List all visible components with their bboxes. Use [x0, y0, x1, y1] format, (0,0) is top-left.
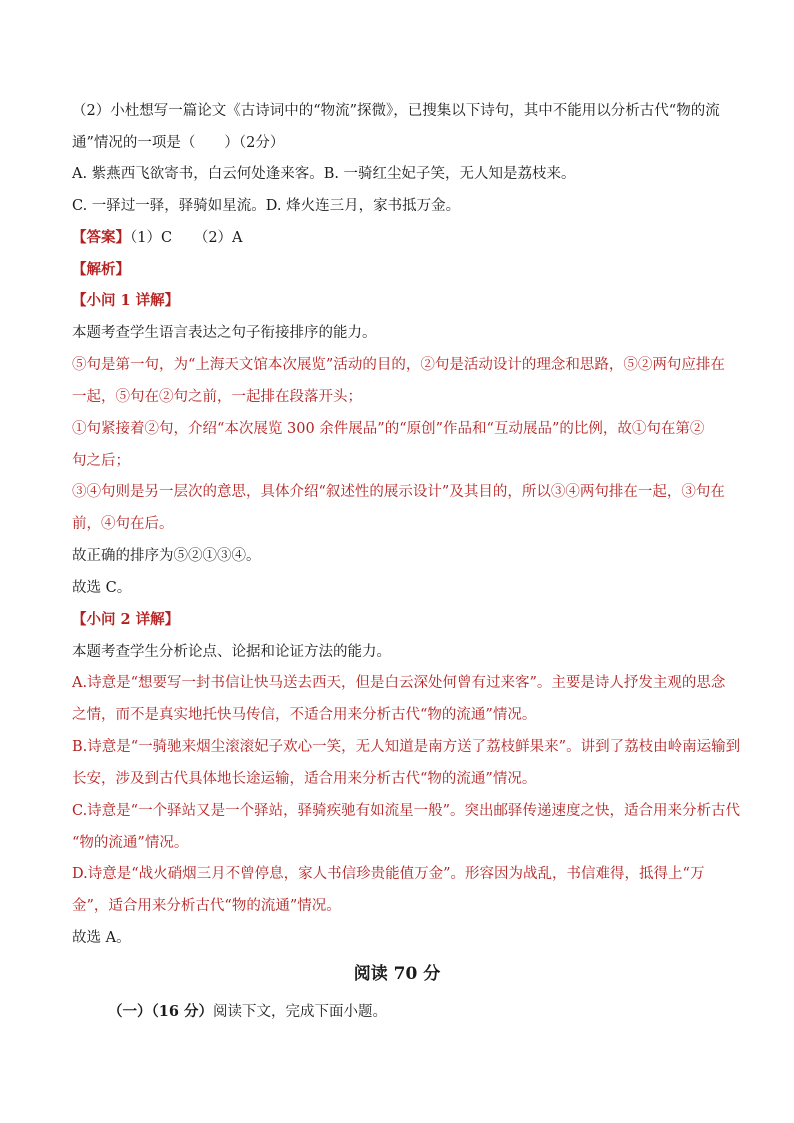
q1-paragraph-1-line-2: 一起，⑤句在②句之前，一起排在段落开头； — [72, 389, 362, 405]
q1-choice: 故选 C。 — [72, 580, 132, 596]
question-2-stem-line-2: 通”情况的一项是（ ）（2分） — [72, 135, 285, 151]
q1-paragraph-1-line-1: ⑤句是第一句，为“上海天文馆本次展览”活动的目的，②句是活动设计的理念和思路，⑤②两句应排在 — [72, 357, 725, 373]
q2-option-a-line-2: 之情，而不是真实地托快马传信，不适合用来分析古代“物的流通”情况。 — [72, 707, 537, 723]
reading-section-heading: 阅读 70 分 — [353, 964, 441, 984]
answer-text: （1）C （2）A — [130, 230, 243, 246]
q2-option-b-line-2: 长安，涉及到古代具体地长途运输，适合用来分析古代“物的流通”情况。 — [72, 771, 537, 787]
q1-paragraph-2-line-1: ①句紧接着②句，介绍“本次展览 300 余件展品”的“原创”作品和“互动展品”的比例，故①句在第② — [72, 421, 705, 437]
reading-subsection-text: 阅读下文，完成下面小题。 — [212, 1004, 387, 1020]
answer-tag: 【答案】 — [72, 229, 130, 246]
q1-intro: 本题考查学生语言表达之句子衔接排序的能力。 — [72, 325, 377, 341]
sub-question-1-tag: 【小问 1 详解】 — [72, 292, 180, 309]
reading-subsection-label: （一）（16 分） — [108, 1003, 213, 1020]
q1-order: 故正确的排序为⑤②①③④。 — [72, 548, 261, 564]
q2-option-d-line-2: 金”，适合用来分析古代“物的流通”情况。 — [72, 898, 341, 914]
sub-question-2-tag: 【小问 2 详解】 — [72, 611, 180, 628]
question-2-options-ab: A. 紫燕西飞欲寄书，白云何处逢来客。B. 一骑红尘妃子笑，无人知是荔枝来。 — [72, 166, 576, 182]
q2-option-a-line-1: A.诗意是“想要写一封书信让快马送去西天，但是白云深处何曾有过来客”。主要是诗人抒发主观的思念 — [72, 675, 726, 691]
q2-option-c-line-2: “物的流通”情况。 — [72, 835, 189, 851]
q2-choice: 故选 A。 — [72, 930, 131, 946]
q2-option-b-line-1: B.诗意是“一骑驰来烟尘滚滚妃子欢心一笑，无人知道是南方送了荔枝鲜果来”。讲到了荔枝由岭南运输到 — [72, 739, 741, 755]
analysis-tag: 【解析】 — [72, 261, 130, 278]
question-2-stem-line-1: （2）小杜想写一篇论文《古诗词中的“物流”探微》，已搜集以下诗句，其中不能用以分析古代“物的流 — [72, 103, 720, 119]
q2-option-c-line-1: C.诗意是“一个驿站又是一个驿站，驿骑疾驰有如流星一般”。突出邮驿传递速度之快，适合用来分析古代 — [72, 803, 741, 819]
question-2-options-cd: C. 一驿过一驿，驿骑如星流。D. 烽火连三月，家书抵万金。 — [72, 198, 461, 214]
q2-intro: 本题考查学生分析论点、论据和论证方法的能力。 — [72, 644, 391, 660]
reading-subsection-line — [108, 1002, 387, 1022]
answer-line — [72, 228, 243, 248]
q2-option-d-line-1: D.诗意是“战火硝烟三月不曾停息，家人书信珍贵能值万金”。形容因为战乱，书信难得，抵得上“万 — [72, 866, 705, 882]
q1-paragraph-3-line-1: ③④句则是另一层次的意思，具体介绍“叙述性的展示设计”及其目的，所以③④两句排在一起，③句在 — [72, 484, 725, 500]
q1-paragraph-2-line-2: 句之后； — [72, 453, 130, 469]
q1-paragraph-3-line-2: 前，④句在后。 — [72, 516, 174, 532]
